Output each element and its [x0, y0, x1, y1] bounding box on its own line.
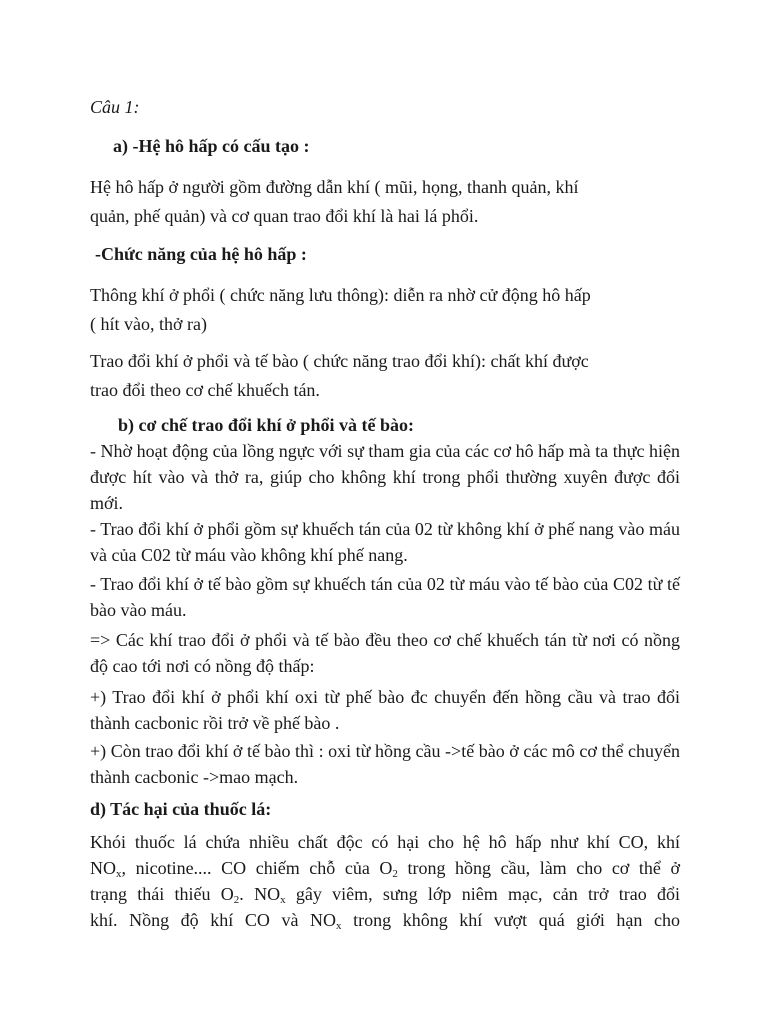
function-para-1 [90, 281, 680, 339]
function-heading: -Chức năng của hệ hô hấp : [95, 244, 307, 264]
section-b-heading: b) cơ chế trao đổi khí ở phổi và tế bào: [118, 415, 414, 435]
function-para-1-line-1: Thông khí ở phổi ( chức năng lưu thông): diễn ra nhờ cử động hô hấp [90, 285, 591, 305]
section-d-line-3-c: gây viêm, sưng lớp niêm mạc, cản trở trao đổi [285, 884, 681, 904]
section-d-line-1: Khói thuốc lá chứa nhiều chất độc có hại cho hệ hô hấp như khí CO, khí [90, 832, 680, 852]
function-para-1-line-2: ( hít vào, thở ra) [90, 314, 207, 334]
function-para-2-line-2: trao đổi theo cơ chế khuếch tán. [90, 380, 320, 400]
section-d-line-4-sub: x [336, 920, 342, 932]
section-d-line-4-a: khí. Nồng độ khí CO và NO [90, 910, 337, 930]
section-d-heading: d) Tác hại của thuốc lá: [90, 799, 272, 819]
section-d-line-2-c: trong hồng cầu, làm cho cơ thể ở [397, 858, 680, 878]
section-d-text [90, 829, 680, 933]
section-d-line-2-sub2: 2 [392, 868, 398, 880]
section-d-line-3 [90, 881, 680, 907]
section-b-para-4: => Các khí trao đổi ở phổi và tế bào đều theo cơ chế khuếch tán từ nơi có nồng độ cao tới nơi có nồng độ thấp: [90, 630, 680, 676]
section-d-line-2-sub: x [116, 868, 122, 880]
section-b-para-5: +) Trao đổi khí ở phổi khí oxi từ phế bào đc chuyển đến hồng cầu và trao đổi thành cacbonic rồi trở về phế bào . [90, 687, 680, 733]
section-b-para-2: - Trao đổi khí ở phổi gồm sự khuếch tán của 02 từ không khí ở phế nang vào máu và của C02 từ máu vào không khí phế nang. [90, 519, 680, 565]
section-d-line-2-a: NO [90, 858, 116, 878]
section-d-line-2-b: , nicotine.... CO chiếm chỗ của O [121, 858, 393, 878]
section-b-para-1: - Nhờ hoạt động của lồng ngực với sự tham gia của các cơ hô hấp mà ta thực hiện được hít vào và thở ra, giúp cho không khí trong phổi thường xuyên được đổi mới. [90, 441, 680, 513]
section-d-line-3-sub: 2 [233, 894, 240, 906]
section-d-line-2 [90, 855, 680, 881]
section-a-line-1: Hệ hô hấp ở người gồm đường dẫn khí ( mũi, họng, thanh quản, khí [90, 177, 579, 197]
section-a-line-2: quản, phế quản) và cơ quan trao đổi khí là hai lá phổi. [90, 206, 479, 226]
section-b-para-3: - Trao đổi khí ở tế bào gồm sự khuếch tán của 02 từ máu vào tế bào của C02 từ tế bào vào máu. [90, 574, 680, 620]
section-d-line-3-b: . NO [239, 884, 281, 904]
section-b-para-6: +) Còn trao đổi khí ở tế bào thì : oxi từ hồng cầu ->tế bào ở các mô cơ thể chuyển thành cacbonic ->mao mạch. [90, 741, 680, 787]
section-d-line-3-sub2: x [280, 894, 286, 906]
section-d-line-4 [90, 907, 680, 933]
section-d-line-4-b: trong không khí vượt quá giới hạn cho [341, 910, 680, 930]
section-a-text [90, 173, 680, 231]
question-title: Câu 1: [90, 97, 140, 117]
function-para-2 [90, 347, 680, 405]
section-a-heading: a) -Hệ hô hấp có cấu tạo : [113, 136, 310, 156]
section-d-line-3-a: trạng thái thiếu O [90, 884, 234, 904]
function-para-2-line-1: Trao đổi khí ở phổi và tế bào ( chức năng trao đổi khí): chất khí được [90, 351, 589, 371]
